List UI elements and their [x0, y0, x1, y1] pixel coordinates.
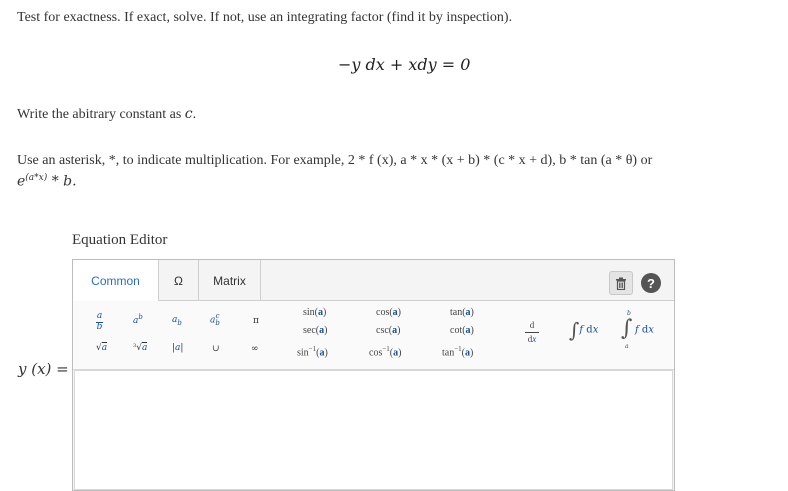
- cube-root-button[interactable]: $^3$√a: [133, 343, 148, 353]
- union-button[interactable]: ∪: [212, 344, 220, 354]
- trash-icon[interactable]: [609, 271, 633, 295]
- tab-matrix[interactable]: Matrix: [199, 260, 261, 300]
- arctan-button[interactable]: $\tan^{-1}(a)$: [442, 345, 474, 359]
- square-root-button[interactable]: √a: [96, 343, 108, 353]
- equation-editor: [72, 259, 675, 491]
- equation: −y dx + xdy = 0: [338, 55, 471, 74]
- sec-button[interactable]: sec(a): [303, 325, 328, 336]
- editor-tab-bar: [73, 260, 674, 301]
- tab-common[interactable]: Common: [73, 260, 159, 301]
- sub-superscript-button[interactable]: ac b: [210, 312, 220, 327]
- cos-button[interactable]: cos(a): [376, 307, 402, 318]
- constant-symbol: c: [184, 106, 193, 122]
- help-icon[interactable]: ?: [641, 273, 661, 293]
- arcsin-button[interactable]: $\sin^{-1}(a)$: [297, 345, 328, 359]
- infinity-button[interactable]: ∞: [251, 344, 259, 354]
- asterisk-note-line2: [17, 173, 77, 191]
- e-exponent: (a*x): [25, 173, 48, 183]
- answer-input[interactable]: [74, 370, 673, 490]
- tan-button[interactable]: tan(a): [450, 307, 474, 318]
- constant-note-end: .: [192, 107, 197, 122]
- derivative-button[interactable]: d dx: [525, 320, 539, 345]
- symbol-palette: [73, 301, 674, 370]
- sin-button[interactable]: sin(a): [303, 307, 327, 318]
- integral-button[interactable]: ∫f dx: [569, 318, 599, 342]
- subscript-button[interactable]: $a_b$: [172, 315, 182, 327]
- constant-note-text: Write the abitrary constant as: [17, 107, 185, 122]
- fraction-button[interactable]: a b: [96, 311, 103, 332]
- cot-button[interactable]: cot(a): [450, 325, 474, 336]
- tab-symbols[interactable]: Ω: [159, 260, 199, 300]
- e-symbol: e: [17, 173, 26, 190]
- asterisk-note-end: * b.: [47, 173, 77, 190]
- constant-note: [17, 106, 196, 123]
- pi-button[interactable]: π: [253, 316, 259, 326]
- answer-label: y (x) =: [18, 360, 69, 378]
- power-button[interactable]: $a^b$: [133, 313, 143, 326]
- absolute-value-button[interactable]: |a|: [172, 343, 184, 353]
- equation-editor-title: Equation Editor: [72, 232, 168, 248]
- definite-integral-button[interactable]: b ∫ a f dx: [621, 310, 654, 350]
- instruction-text: Test for exactness. If exact, solve. If not, use an integrating factor (find it by inspection).: [17, 10, 513, 25]
- asterisk-note-line1: Use an asterisk, *, to indicate multiplication. For example, 2 * f (x), a * x * (x + b) * (c * x + d), b * tan (a * θ) or: [17, 153, 653, 168]
- csc-button[interactable]: csc(a): [376, 325, 401, 336]
- arccos-button[interactable]: $\cos^{-1}(a)$: [369, 345, 402, 359]
